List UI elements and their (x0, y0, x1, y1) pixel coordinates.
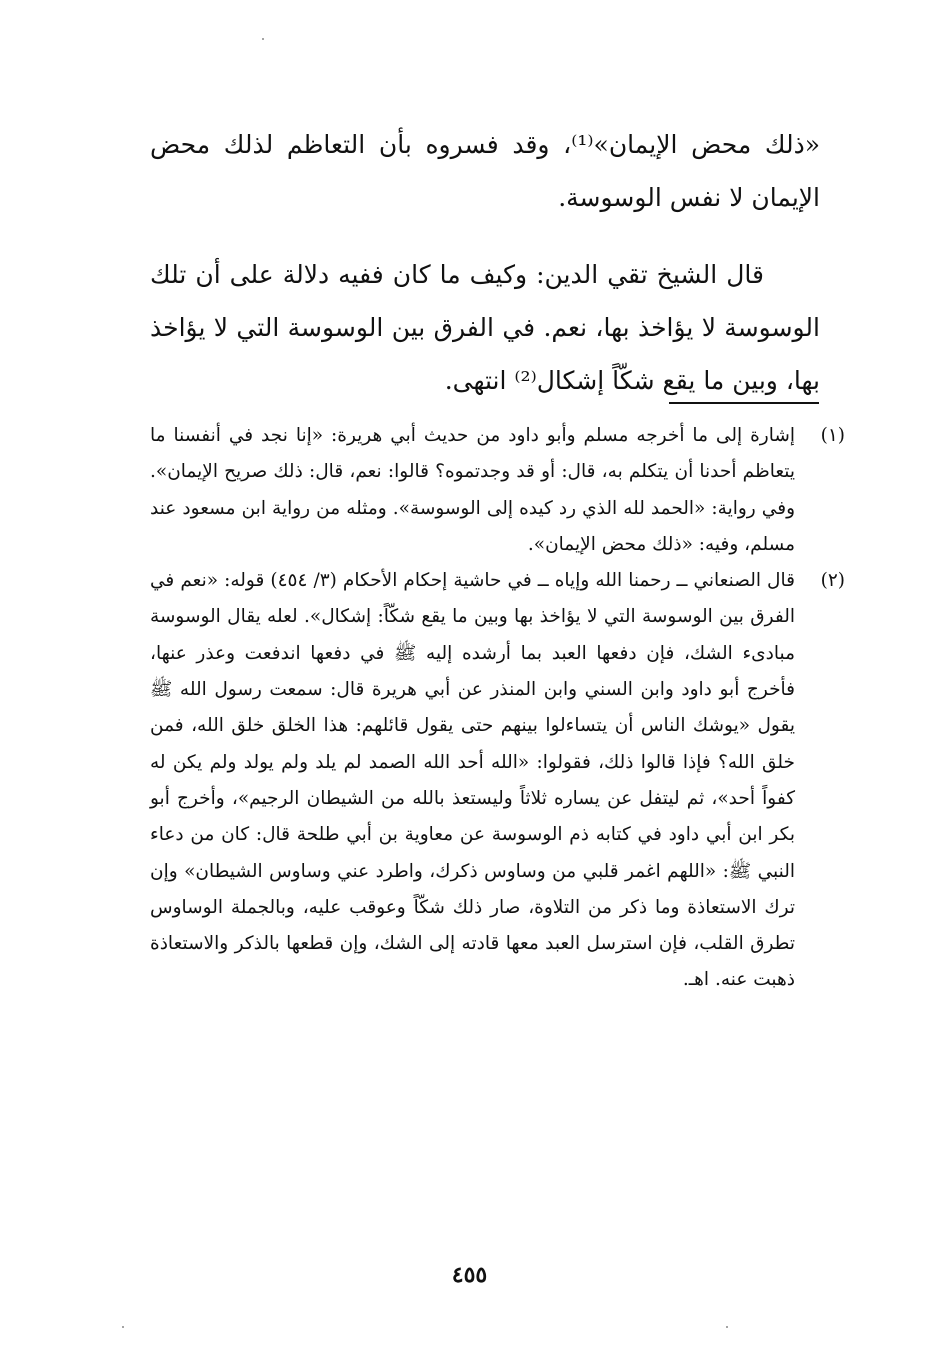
footnote-number: (١) (820, 425, 845, 446)
main-text (150, 118, 820, 407)
page-number: ٤٥٥ (451, 1262, 488, 1288)
footnote-separator (669, 402, 819, 404)
body-paragraph-2: قال الشيخ تقي الدين: وكيف ما كان ففيه دلالة على أن تلك الوسوسة لا يؤاخذ بها، نعم. في الفرق بين الوسوسة التي لا يؤاخذ بها، وبين ما يقع شكّاً إشكال⁽²⁾ انتهى. (150, 260, 820, 395)
footnotes (150, 418, 845, 999)
footnote-1 (150, 418, 845, 563)
scan-speck (262, 38, 264, 40)
scan-speck (726, 1326, 728, 1328)
scan-speck (122, 1326, 124, 1328)
footnote-number: (٢) (820, 570, 845, 592)
footnote-text: قال الصنعاني ــ رحمنا الله وإياه ــ في حاشية إحكام الأحكام (٣/ ٤٥٤) قوله: «نعم في الفرق بين الوسوسة التي لا يؤاخذ بها وبين ما يقع شكّاً: إشكال». لعله يقال الوسوسة مبادىء الشك، فإن دفعها العبد بما أرشده إليه ﷺ في دفعها اندفعت وعذر عنها، فأخرج أبو داود وابن السني وابن المنذر عن أبي هريرة قال: سمعت رسول الله ﷺ يقول «يوشك الناس أن يتساءلوا بينهم حتى يقول قائلهم: هذا الخلق خلق الله، فمن خلق الله؟ فإذا قالوا ذلك، فقولوا: «الله أحد الله الصمد لم يلد ولم يولد ولم يكن له كفواً أحد»، ثم ليتفل عن يساره ثلاثاً وليستعذ بالله من الشيطان الرجيم»، وأخرج أبو بكر ابن أبي داود في كتابه ذم الوسوسة عن معاوية بن أبي طلحة قال: كان من دعاء النبي ﷺ: «اللهم اغمر قلبي من وساوس ذكرك، واطرد عني وساوس الشيطان» وإن ترك الاستعاذة وما ذكر من التلاوة، صار ذلك شكّاً وعوقب عليه، وبالجملة الوساوس تطرق القلب، فإن استرسل العبد معها قادته إلى الشك، وإن قطعها بالذكر والاستعاذة ذهبت عنه. اهـ. (150, 570, 795, 991)
footnote-2 (150, 563, 845, 999)
body-paragraph-1: «ذلك محض الإيمان»⁽¹⁾، وقد فسروه بأن التعاظم لذلك محض الإيمان لا نفس الوسوسة. (150, 130, 820, 212)
footnote-text: إشارة إلى ما أخرجه مسلم وأبو داود من حديث أبي هريرة: «إنا نجد في أنفسنا ما يتعاظم أحدنا أن يتكلم به، قال: أو قد وجدتموه؟ قالوا: نعم، قال: ذلك صريح الإيمان». وفي رواية: «الحمد لله الذي رد كيده إلى الوسوسة». ومثله من رواية ابن مسعود عند مسلم، وفيه: «ذلك محض الإيمان». (150, 425, 795, 555)
